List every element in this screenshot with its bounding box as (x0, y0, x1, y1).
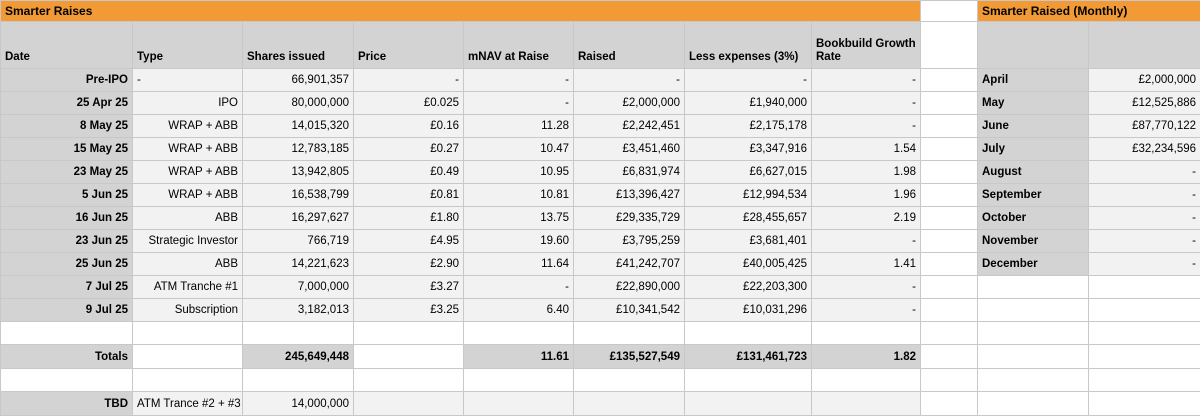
row-raised[interactable]: - (574, 69, 685, 92)
row-shares[interactable]: 766,719 (243, 230, 354, 253)
row-type[interactable]: IPO (133, 92, 243, 115)
table-row (1, 253, 921, 276)
empty-cell[interactable] (921, 392, 978, 416)
table-row (1, 276, 921, 299)
row-shares[interactable]: 16,538,799 (243, 184, 354, 207)
header-row (1, 22, 921, 69)
empty-cell[interactable] (921, 92, 978, 115)
totals-less[interactable]: £131,461,723 (685, 345, 812, 369)
row-less-expenses[interactable]: £12,994,534 (685, 184, 812, 207)
row-date[interactable]: Pre-IPO (1, 69, 133, 92)
empty-cell[interactable] (921, 322, 978, 345)
row-date[interactable]: 25 Jun 25 (1, 253, 133, 276)
empty-cell[interactable] (921, 230, 978, 253)
monthly-value[interactable]: - (1089, 230, 1200, 253)
row-less-expenses[interactable]: - (685, 69, 812, 92)
row-raised[interactable]: £29,335,729 (574, 207, 685, 230)
row-less-expenses[interactable]: £2,175,178 (685, 115, 812, 138)
row-price[interactable]: £2.90 (354, 253, 464, 276)
monthly-value[interactable]: - (1089, 207, 1200, 230)
empty-cell[interactable] (921, 253, 978, 276)
row-price[interactable]: £3.27 (354, 276, 464, 299)
monthly-row (978, 253, 1200, 276)
empty-cell[interactable] (1089, 345, 1200, 369)
row-mnav[interactable]: 6.40 (464, 299, 574, 322)
empty-cell[interactable] (921, 161, 978, 184)
row-shares[interactable]: 7,000,000 (243, 276, 354, 299)
totals-raised[interactable]: £135,527,549 (574, 345, 685, 369)
row-less-expenses[interactable]: £10,031,296 (685, 299, 812, 322)
empty-cell[interactable] (921, 299, 978, 322)
header-date[interactable]: Date (1, 22, 133, 69)
empty-cell[interactable] (921, 22, 978, 69)
row-growth-rate[interactable]: - (812, 299, 921, 322)
row-growth-rate[interactable]: 1.96 (812, 184, 921, 207)
empty-cell[interactable] (1089, 299, 1200, 322)
row-date[interactable]: 15 May 25 (1, 138, 133, 161)
row-shares[interactable]: 16,297,627 (243, 207, 354, 230)
monthly-row (978, 138, 1200, 161)
empty-cell[interactable] (921, 276, 978, 299)
table-row (1, 138, 921, 161)
row-raised[interactable]: £2,000,000 (574, 92, 685, 115)
row-growth-rate[interactable]: - (812, 92, 921, 115)
monthly-title[interactable]: Smarter Raised (Monthly) (978, 1, 1200, 22)
empty-cell[interactable] (978, 276, 1089, 299)
monthly-row (978, 230, 1200, 253)
row-price[interactable]: £4.95 (354, 230, 464, 253)
table-row (1, 207, 921, 230)
row-price[interactable]: £0.81 (354, 184, 464, 207)
empty-cell[interactable] (921, 184, 978, 207)
row-raised[interactable]: £13,396,427 (574, 184, 685, 207)
row-type[interactable]: WRAP + ABB (133, 184, 243, 207)
monthly-row (978, 184, 1200, 207)
row-raised[interactable]: £41,242,707 (574, 253, 685, 276)
totals-mnav[interactable]: 11.61 (464, 345, 574, 369)
monthly-row (978, 115, 1200, 138)
header-type[interactable]: Type (133, 22, 243, 69)
table-row (1, 115, 921, 138)
empty-cell[interactable] (1089, 322, 1200, 345)
blank-row (1, 322, 921, 345)
monthly-month[interactable]: September (978, 184, 1089, 207)
row-shares[interactable]: 13,942,805 (243, 161, 354, 184)
monthly-month[interactable]: April (978, 69, 1089, 92)
empty-cell[interactable] (921, 115, 978, 138)
row-mnav[interactable]: 11.64 (464, 253, 574, 276)
row-type[interactable]: WRAP + ABB (133, 161, 243, 184)
header-raised[interactable]: Raised (574, 22, 685, 69)
row-mnav[interactable]: 10.47 (464, 138, 574, 161)
tbd-row (1, 392, 921, 416)
row-raised[interactable]: £6,831,974 (574, 161, 685, 184)
row-type[interactable]: - (133, 69, 243, 92)
empty-cell[interactable] (921, 1, 978, 22)
row-price[interactable]: £1.80 (354, 207, 464, 230)
row-shares[interactable]: 3,182,013 (243, 299, 354, 322)
row-less-expenses[interactable]: £22,203,300 (685, 276, 812, 299)
tbd-type[interactable]: ATM Trance #2 + #3 (133, 392, 243, 416)
row-type[interactable]: ATM Tranche #1 (133, 276, 243, 299)
row-type[interactable]: ABB (133, 207, 243, 230)
row-mnav[interactable]: 10.95 (464, 161, 574, 184)
table-row (1, 69, 921, 92)
header-mnav[interactable]: mNAV at Raise (464, 22, 574, 69)
row-date[interactable]: 9 Jul 25 (1, 299, 133, 322)
row-mnav[interactable]: 11.28 (464, 115, 574, 138)
totals-label[interactable]: Totals (1, 345, 133, 369)
totals-row (1, 345, 921, 369)
table-row (1, 92, 921, 115)
row-growth-rate[interactable]: 2.19 (812, 207, 921, 230)
monthly-row (978, 207, 1200, 230)
monthly-month[interactable]: May (978, 92, 1089, 115)
row-type[interactable]: Subscription (133, 299, 243, 322)
monthly-row (978, 161, 1200, 184)
row-growth-rate[interactable]: - (812, 230, 921, 253)
empty-cell[interactable] (978, 299, 1089, 322)
row-price[interactable]: - (354, 69, 464, 92)
row-date[interactable]: 7 Jul 25 (1, 276, 133, 299)
empty-cell[interactable] (1089, 392, 1200, 416)
row-growth-rate[interactable]: - (812, 69, 921, 92)
monthly-month[interactable]: October (978, 207, 1089, 230)
row-growth-rate[interactable]: 1.54 (812, 138, 921, 161)
monthly-table (977, 0, 1200, 416)
row-less-expenses[interactable]: £28,455,657 (685, 207, 812, 230)
row-mnav[interactable]: - (464, 276, 574, 299)
empty-cell[interactable] (921, 345, 978, 369)
empty-cell[interactable] (978, 369, 1089, 392)
monthly-value[interactable]: £2,000,000 (1089, 69, 1200, 92)
row-growth-rate[interactable]: 1.98 (812, 161, 921, 184)
row-price[interactable]: £3.25 (354, 299, 464, 322)
empty-cell[interactable] (1089, 276, 1200, 299)
row-date[interactable]: 23 Jun 25 (1, 230, 133, 253)
table-row (1, 299, 921, 322)
header-shares[interactable]: Shares issued (243, 22, 354, 69)
row-less-expenses[interactable]: £1,940,000 (685, 92, 812, 115)
row-type[interactable]: Strategic Investor (133, 230, 243, 253)
monthly-value[interactable]: - (1089, 184, 1200, 207)
totals-growth[interactable]: 1.82 (812, 345, 921, 369)
row-less-expenses[interactable]: £3,347,916 (685, 138, 812, 161)
row-date[interactable]: 16 Jun 25 (1, 207, 133, 230)
monthly-value[interactable]: £87,770,122 (1089, 115, 1200, 138)
header-price[interactable]: Price (354, 22, 464, 69)
row-date[interactable]: 23 May 25 (1, 161, 133, 184)
header-bookbuild[interactable]: Bookbuild Growth Rate (812, 22, 921, 69)
row-date[interactable]: 5 Jun 25 (1, 184, 133, 207)
row-price[interactable]: £0.27 (354, 138, 464, 161)
row-date[interactable]: 8 May 25 (1, 115, 133, 138)
empty-cell[interactable] (978, 322, 1089, 345)
row-raised[interactable]: £22,890,000 (574, 276, 685, 299)
gap-column (920, 0, 978, 416)
monthly-month[interactable]: August (978, 161, 1089, 184)
table-row (1, 161, 921, 184)
row-mnav[interactable]: 13.75 (464, 207, 574, 230)
row-shares[interactable]: 14,221,623 (243, 253, 354, 276)
monthly-row (978, 92, 1200, 115)
row-shares[interactable]: 66,901,357 (243, 69, 354, 92)
monthly-value[interactable]: £32,234,596 (1089, 138, 1200, 161)
row-price[interactable]: £0.16 (354, 115, 464, 138)
empty-cell[interactable] (978, 392, 1089, 416)
monthly-month[interactable]: November (978, 230, 1089, 253)
row-raised[interactable]: £3,451,460 (574, 138, 685, 161)
row-mnav[interactable]: 10.81 (464, 184, 574, 207)
empty-cell[interactable] (921, 207, 978, 230)
row-less-expenses[interactable]: £6,627,015 (685, 161, 812, 184)
monthly-month[interactable]: July (978, 138, 1089, 161)
monthly-value[interactable]: £12,525,886 (1089, 92, 1200, 115)
tbd-date[interactable]: TBD (1, 392, 133, 416)
row-growth-rate[interactable]: 1.41 (812, 253, 921, 276)
empty-cell[interactable] (921, 138, 978, 161)
row-growth-rate[interactable]: - (812, 276, 921, 299)
table-row (1, 230, 921, 253)
monthly-value[interactable]: - (1089, 253, 1200, 276)
row-raised[interactable]: £2,242,451 (574, 115, 685, 138)
empty-cell[interactable] (1089, 369, 1200, 392)
empty-cell[interactable] (921, 369, 978, 392)
row-type[interactable]: ABB (133, 253, 243, 276)
row-shares[interactable]: 14,015,320 (243, 115, 354, 138)
empty-cell[interactable] (921, 69, 978, 92)
tbd-shares[interactable]: 14,000,000 (243, 392, 354, 416)
totals-shares[interactable]: 245,649,448 (243, 345, 354, 369)
monthly-month[interactable]: December (978, 253, 1089, 276)
table-row (1, 184, 921, 207)
row-less-expenses[interactable]: £3,681,401 (685, 230, 812, 253)
row-growth-rate[interactable]: - (812, 115, 921, 138)
row-shares[interactable]: 80,000,000 (243, 92, 354, 115)
blank-row (1, 369, 921, 392)
row-raised[interactable]: £10,341,542 (574, 299, 685, 322)
row-price[interactable]: £0.49 (354, 161, 464, 184)
row-type[interactable]: WRAP + ABB (133, 115, 243, 138)
monthly-value[interactable]: - (1089, 161, 1200, 184)
row-mnav[interactable]: - (464, 92, 574, 115)
row-type[interactable]: WRAP + ABB (133, 138, 243, 161)
monthly-row (978, 69, 1200, 92)
sheet-title[interactable]: Smarter Raises (1, 1, 921, 22)
monthly-month[interactable]: June (978, 115, 1089, 138)
row-price[interactable]: £0.025 (354, 92, 464, 115)
row-raised[interactable]: £3,795,259 (574, 230, 685, 253)
row-mnav[interactable]: 19.60 (464, 230, 574, 253)
row-shares[interactable]: 12,783,185 (243, 138, 354, 161)
header-less-expenses[interactable]: Less expenses (3%) (685, 22, 812, 69)
row-mnav[interactable]: - (464, 69, 574, 92)
row-date[interactable]: 25 Apr 25 (1, 92, 133, 115)
row-less-expenses[interactable]: £40,005,425 (685, 253, 812, 276)
empty-cell[interactable] (978, 345, 1089, 369)
